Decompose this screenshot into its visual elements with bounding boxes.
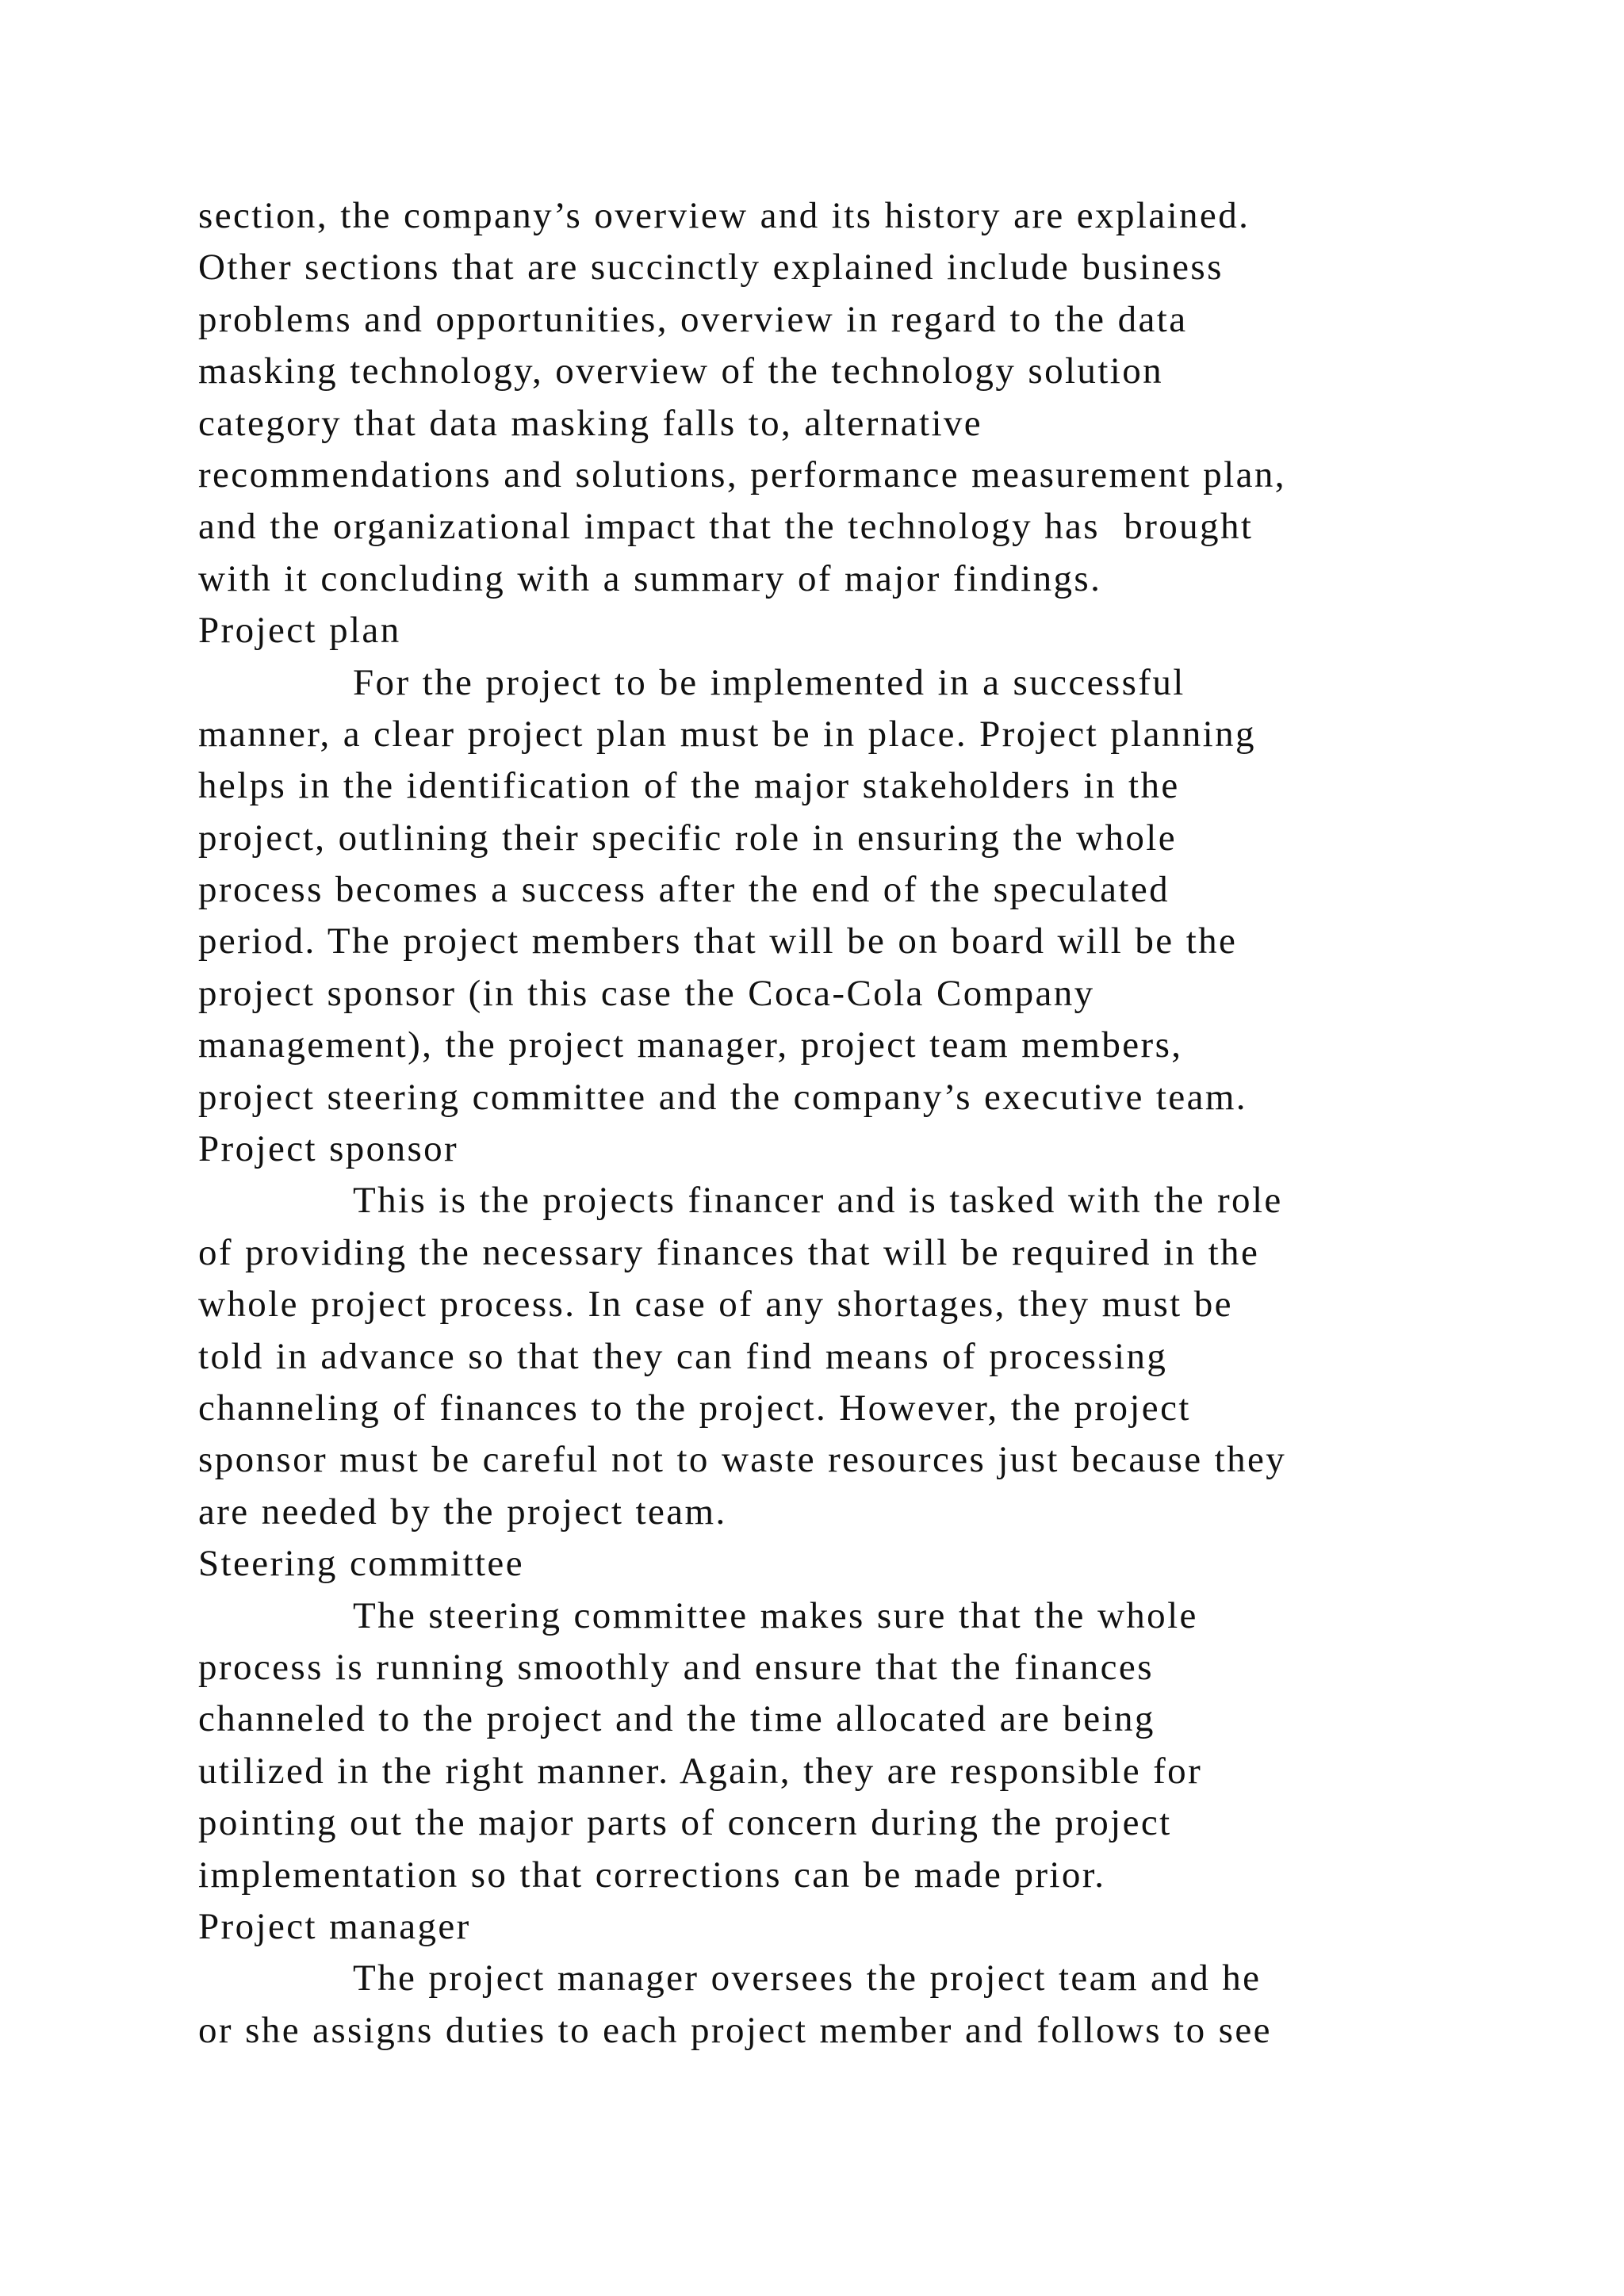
text-line: and the organizational impact that the technology has brought	[198, 506, 1254, 548]
steering-committee-paragraph	[198, 1590, 1467, 1901]
text-line: project, outlining their specific role in ensuring the whole	[198, 817, 1178, 859]
text-line: sponsor must be careful not to waste resources just because they	[198, 1439, 1287, 1481]
text-line: project sponsor (in this case the Coca-Cola Company	[198, 972, 1095, 1014]
text-line: process is running smoothly and ensure that the finances	[198, 1646, 1154, 1688]
text-line: project steering committee and the company’s executive team.	[198, 1076, 1247, 1118]
text-line: recommendations and solutions, performance measurement plan,	[198, 453, 1286, 496]
text-line: or she assigns duties to each project member and follows to see	[198, 2009, 1272, 2051]
heading-steering-committee: Steering committee	[198, 1543, 524, 1585]
text-line: pointing out the major parts of concern during the project	[198, 1802, 1172, 1844]
text-line: The project manager oversees the project team and he	[353, 1957, 1262, 1999]
heading-project-plan: Project plan	[198, 610, 401, 652]
text-line: are needed by the project team.	[198, 1490, 727, 1533]
document-body	[198, 190, 1467, 2057]
heading-project-sponsor: Project sponsor	[198, 1128, 459, 1170]
project-plan-paragraph	[198, 657, 1467, 1124]
text-line: whole project process. In case of any shortages, they must be	[198, 1284, 1233, 1326]
text-line: management), the project manager, project team members,	[198, 1024, 1183, 1066]
text-line: with it concluding with a summary of major findings.	[198, 557, 1102, 599]
project-sponsor-paragraph	[198, 1175, 1467, 1538]
text-line: channeled to the project and the time allocated are being	[198, 1698, 1155, 1740]
text-line: Other sections that are succinctly explained include business	[198, 247, 1224, 289]
text-line: section, the company’s overview and its history are explained.	[198, 195, 1251, 236]
project-manager-paragraph	[198, 1953, 1467, 2057]
text-line: For the project to be implemented in a successful	[353, 661, 1185, 703]
text-line: channeling of finances to the project. However, the project	[198, 1387, 1191, 1429]
intro-paragraph	[198, 190, 1467, 605]
text-line: masking technology, overview of the technology solution	[198, 350, 1164, 392]
text-line: This is the projects financer and is tasked with the role	[353, 1180, 1283, 1222]
text-line: of providing the necessary finances that will be required in the	[198, 1231, 1260, 1273]
text-line: category that data masking falls to, alternative	[198, 402, 983, 444]
heading-project-manager: Project manager	[198, 1905, 471, 1947]
text-line: manner, a clear project plan must be in place. Project planning	[198, 713, 1256, 755]
text-line: The steering committee makes sure that the whole	[353, 1594, 1198, 1636]
text-line: implementation so that corrections can be made prior.	[198, 1854, 1106, 1896]
text-line: utilized in the right manner. Again, they are responsible for	[198, 1750, 1203, 1792]
text-line: process becomes a success after the end of the speculated	[198, 869, 1170, 911]
text-line: helps in the identification of the major stakeholders in the	[198, 765, 1180, 807]
text-line: told in advance so that they can find means of processing	[198, 1335, 1168, 1377]
text-line: period. The project members that will be on board will be the	[198, 920, 1238, 962]
text-line: problems and opportunities, overview in regard to the data	[198, 298, 1188, 340]
